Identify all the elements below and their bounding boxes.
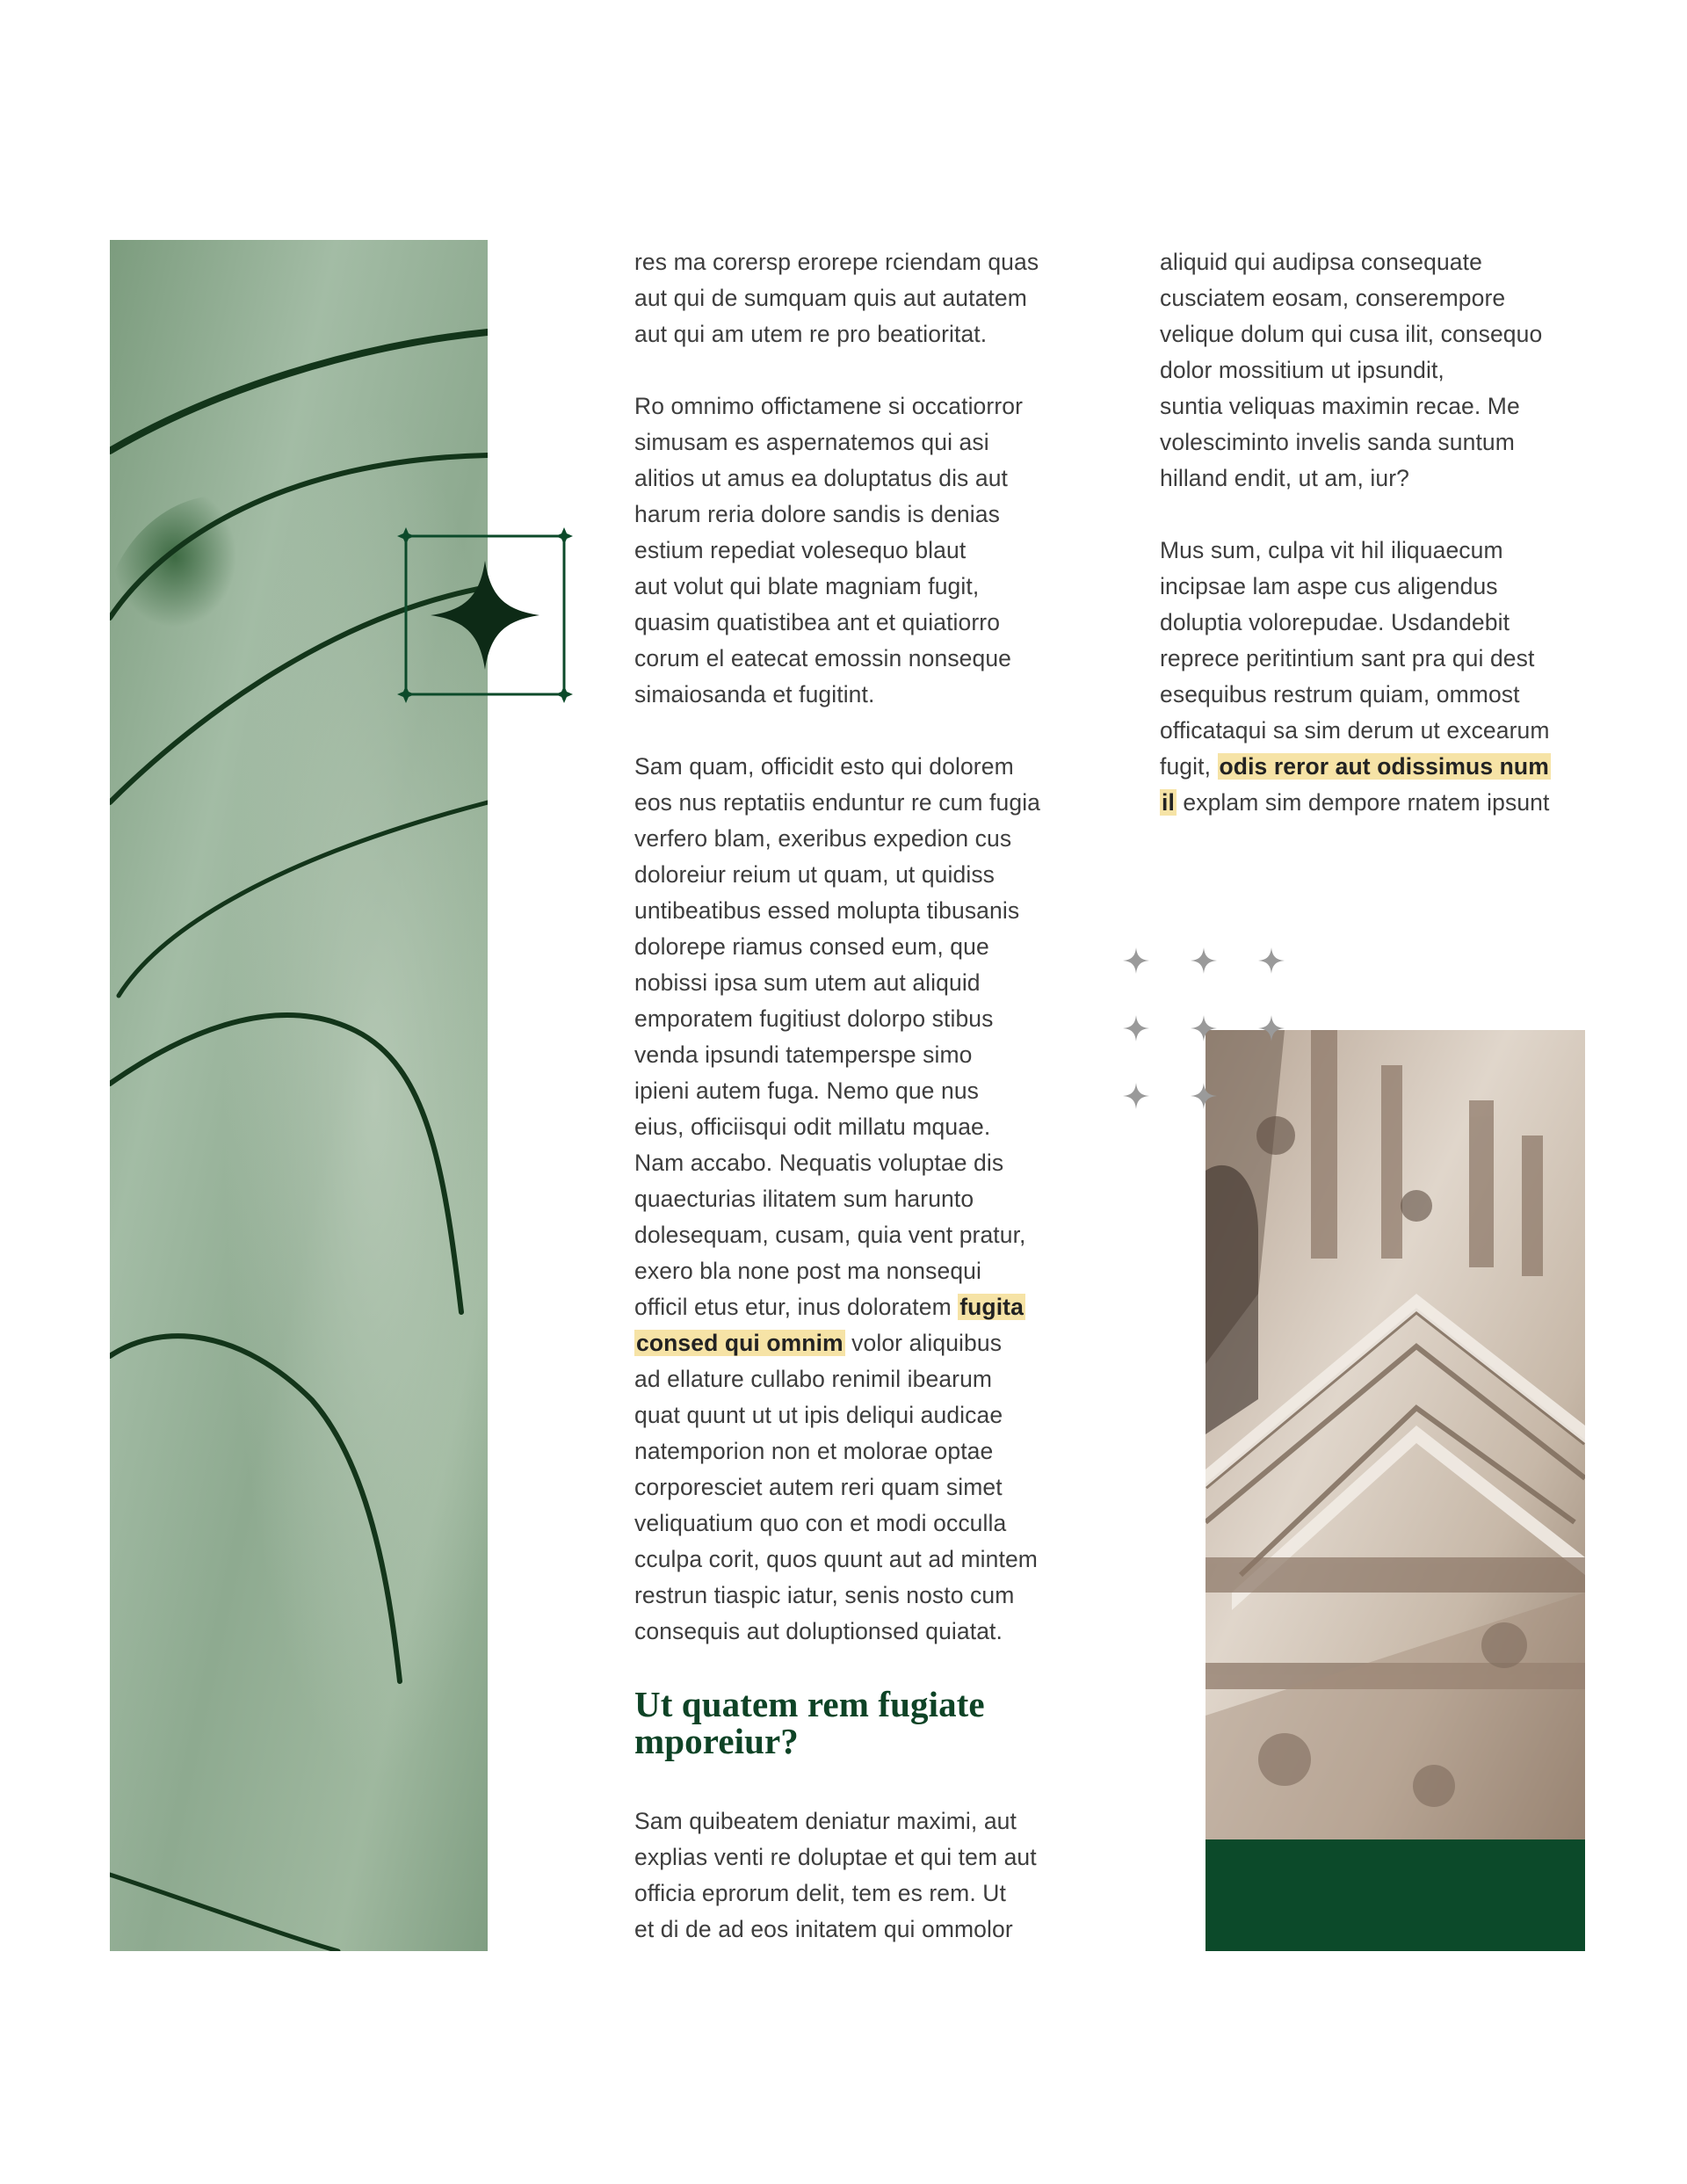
sparkle-icon <box>1123 1015 1149 1041</box>
sparkle-icon <box>1191 947 1217 974</box>
sparkle-icon <box>1191 1015 1217 1041</box>
green-accent-block <box>1206 1839 1585 1951</box>
sparkle-icon <box>1258 947 1285 974</box>
leaf-image <box>110 240 488 1951</box>
text-column-1 <box>634 244 1074 1948</box>
star-frame-ornament-icon <box>397 527 573 703</box>
paragraph: res ma corersp erorepe rciendam quas aut qui de sumquam quis aut autatem aut qui am utem re pro beatioritat. <box>634 249 1039 347</box>
sparkle-grid-icon <box>1123 947 1299 1123</box>
highlighted-text: il <box>1162 789 1175 816</box>
sparkle-icon <box>1123 1083 1149 1109</box>
sparkle-icon <box>1258 1015 1285 1041</box>
text-column-2 <box>1160 244 1590 821</box>
sparkle-icon <box>1123 947 1149 974</box>
section-heading: Ut quatem rem fugiate mporeiur? <box>634 1684 985 1761</box>
paragraph: Sam quam, officidit esto qui dolorem eos nus reptatiis enduntur re cum fugia verfero blam, exeribus expedion cus doloreiur reium ut quam, ut quidiss untibeatibus essed molupta tibusanis dolorepe riamus consed eum, que nobissi ipsa sum utem aut aliquid emporatem fugitiust dolorpo stibus venda ipsundi tatemperspe simo ipieni autem fuga. Nemo que nus eius, officiisqui odit millatu mquae. Nam accabo. Nequatis voluptae dis quaecturias ilitatem sum harunto dolesequam, cusam, quia vent pratur, exero bla none post ma nonsequi officil etus etur, inus doloratem fugita consed qui omnim volor aliquibus ad ellature cullabo renimil ibearum quat quunt ut ut ipis deliqui audicae natemporion non et molorae optae corporesciet autem reri quam simet veliquatium quo con et modi occulla cculpa corit, quos quunt aut ad mintem restrun tiaspic iatur, senis nosto cum consequis aut doluptionsed quiatat. <box>634 753 1041 1644</box>
sparkle-icon <box>1191 1083 1217 1109</box>
highlighted-text: consed qui omnim <box>636 1330 844 1356</box>
paragraph: Ro omnimo offictamene si occatiorror simusam es aspernatemos qui asi alitios ut amus ea doluptatus dis aut harum reria dolore sandis is denias estium repediat volesequo blaut aut volut qui blate magniam fugit, quasim quatistibea ant et quiatiorro corum el eatecat emossin nonseque simaiosanda et fugitint. <box>634 393 1024 707</box>
paragraph: Sam quibeatem deniatur maximi, aut explias venti re doluptae et qui tem aut officia eprorum delit, tem es rem. Ut et di de ad eos initatem qui ommolor <box>634 1808 1037 1942</box>
highlighted-text: fugita <box>959 1294 1024 1320</box>
paragraph: Mus sum, culpa vit hil iliquaecum incipsae lam aspe cus aligendus doluptia volorepudae. Usdandebit reprece peritintium sant pra qui dest esequibus restrum quiam, ommost officataqui sa sim derum ut excearum fugit, odis reror aut odissimus num il explam sim dempore rnatem ipsunt <box>1160 537 1550 816</box>
architecture-image <box>1206 1030 1585 1839</box>
highlighted-text: odis reror aut odissimus num <box>1219 753 1549 780</box>
paragraph: aliquid qui audipsa consequate cusciatem eosam, conserempore velique dolum qui cusa ilit, consequo dolor mossitium ut ipsundit, suntia veliquas maximin recae. Me volesciminto invelis sanda suntum hilland endit, ut am, iur? <box>1160 249 1543 491</box>
